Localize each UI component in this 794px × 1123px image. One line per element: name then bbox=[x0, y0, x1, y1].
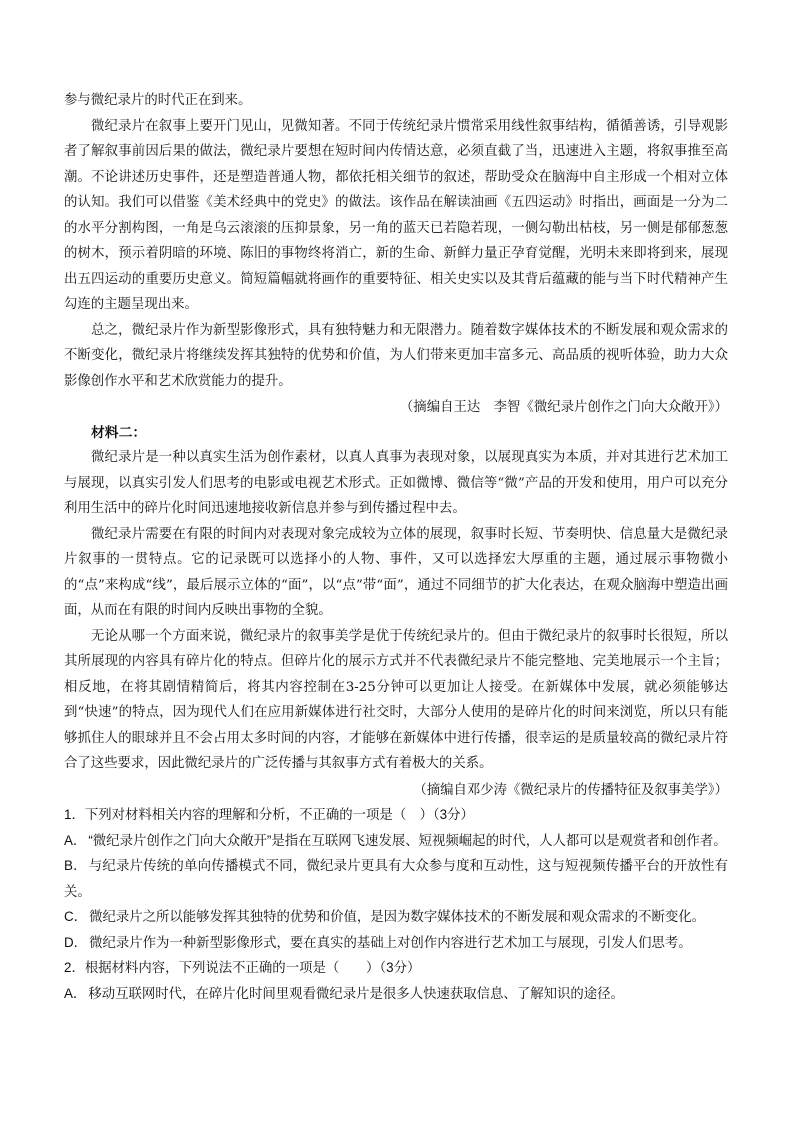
material-two-heading: 材料二： bbox=[91, 424, 147, 440]
question-option bbox=[64, 981, 728, 1007]
option-text: 与纪录片传统的单向传播模式不同，微纪录片更具有大众参与度和互动性，这与短视频传播平台的开放性有关。 bbox=[64, 858, 729, 899]
document-body bbox=[64, 88, 728, 1006]
option-text: “微纪录片创作之门向大众敞开”是指在互联网飞速发展、短视频崛起的时代，人人都可以是观赏者和创作者。 bbox=[88, 832, 727, 848]
material-two-paragraph: 微纪录片需要在有限的时间内对表现对象完成较为立体的展现，叙事时长短、节奏明快、信息量大是微纪录片叙事的一贯特点。它的记录既可以选择小的人物、事件，又可以选择宏大厚重的主题，通过展示事物微小的“点”来构成“线”，最后展示立体的“面”，以“点”带“面”，通过不同细节的扩大化表达，在观众脑海中塑造出画面，从而在有限的时间内反映出事物的全貌。 bbox=[64, 526, 728, 618]
question-option bbox=[64, 904, 728, 930]
question-stem: 1．下列对材料相关内容的理解和分析，不正确的一项是（ ）（3分） bbox=[64, 807, 474, 822]
question-stem: 2．根据材料内容，下列说法不正确的一项是（ ）（3分） bbox=[64, 960, 421, 975]
material-one-source: （摘编自王达 李智《微纪录片创作之门向大众敞开》） bbox=[399, 399, 728, 414]
option-text: 微纪录片作为一种新型影像形式，要在真实的基础上对创作内容进行艺术加工与展现，引发人们思考。 bbox=[89, 934, 692, 950]
option-label: C． bbox=[64, 909, 88, 924]
material-two-paragraph: 无论从哪一个方面来说，微纪录片的叙事美学是优于传统纪录片的。但由于微纪录片的叙事时长很短，所以其所展现的内容具有碎片化的特点。但碎片化的展示方式并不代表微纪录片不能完整地、完美地展示一个主旨；相反地，在将其剧情精简后，将其内容控制在3-25分钟可以更加让人接受。在新媒体中发展，就必须能够达到“快速”的特点，因为现代人们在应用新媒体进行社交时，大部分人使用的是碎片化的时间来浏览，所以只有能够抓住人的眼球并且不会占用太多时间的内容，才能够在新媒体中进行传播，很幸运的是质量较高的微纪录片符合了这些要求，因此微纪录片的广泛传播与其叙事方式有着极大的关系。 bbox=[64, 628, 728, 771]
material-one-paragraph: 总之，微纪录片作为新型影像形式，具有独特魅力和无限潜力。随着数字媒体技术的不断发展和观众需求的不断变化，微纪录片将继续发挥其独特的优势和价值，为人们带来更加丰富多元、高品质的视听体验，助力大众影像创作水平和艺术欣赏能力的提升。 bbox=[64, 322, 728, 389]
option-text: 微纪录片之所以能够发挥其独特的优势和价值，是因为数字媒体技术的不断发展和观众需求的不断变化。 bbox=[89, 909, 706, 924]
option-text: 移动互联网时代，在碎片化时间里观看微纪录片是很多人快速获取信息、了解知识的途径。 bbox=[88, 985, 624, 1001]
material-one-paragraph: 参与微纪录片的时代正在到来。 bbox=[64, 93, 252, 108]
option-label: D． bbox=[64, 934, 88, 950]
option-label: B． bbox=[64, 858, 87, 873]
question-option bbox=[64, 930, 728, 956]
option-label: A． bbox=[64, 832, 87, 848]
material-two-source: （摘编自邓少涛《微纪录片的传播特征及叙事美学》） bbox=[413, 781, 728, 797]
question-1 bbox=[64, 802, 728, 955]
question-option bbox=[64, 828, 728, 854]
option-label: A． bbox=[64, 985, 87, 1001]
question-2 bbox=[64, 955, 728, 1006]
material-two-paragraph: 微纪录片是一种以真实生活为创作素材，以真人真事为表现对象，以展现真实为本质，并对其进行艺术加工与展现，以真实引发人们思考的电影或电视艺术形式。正如微博、微信等“微”产品的开发和使用，用户可以充分利用生活中的碎片化时间迅速地接收新信息并参与到传播过程中去。 bbox=[64, 450, 728, 516]
question-option bbox=[64, 853, 728, 904]
material-one-paragraph: 微纪录片在叙事上要开门见山，见微知著。不同于传统纪录片惯常采用线性叙事结构，循循善诱，引导观影者了解叙事前因后果的做法，微纪录片要想在短时间内传情达意，必须直截了当，迅速进入主题，将叙事推至高潮。不论讲述历史事件，还是塑造普通人物，都依托相关细节的叙述，帮助受众在脑海中自主形成一个相对立体的认知。我们可以借鉴《美术经典中的党史》的做法。该作品在解读油画《五四运动》时指出，画面是一分为二的水平分割构图，一角是乌云滚滚的压抑景象，另一角的蓝天已若隐若现，一侧勾勒出枯枝，另一侧是郁郁葱葱的树木，预示着阴暗的环境、陈旧的事物终将消亡，新的生命、新鲜力量正孕育觉醒，光明未来即将到来，展现出五四运动的重要历史意义。简短篇幅就将画作的重要特征、相关史实以及其背后蕴藏的能与当下时代精神产生勾连的主题呈现出来。 bbox=[64, 118, 728, 312]
